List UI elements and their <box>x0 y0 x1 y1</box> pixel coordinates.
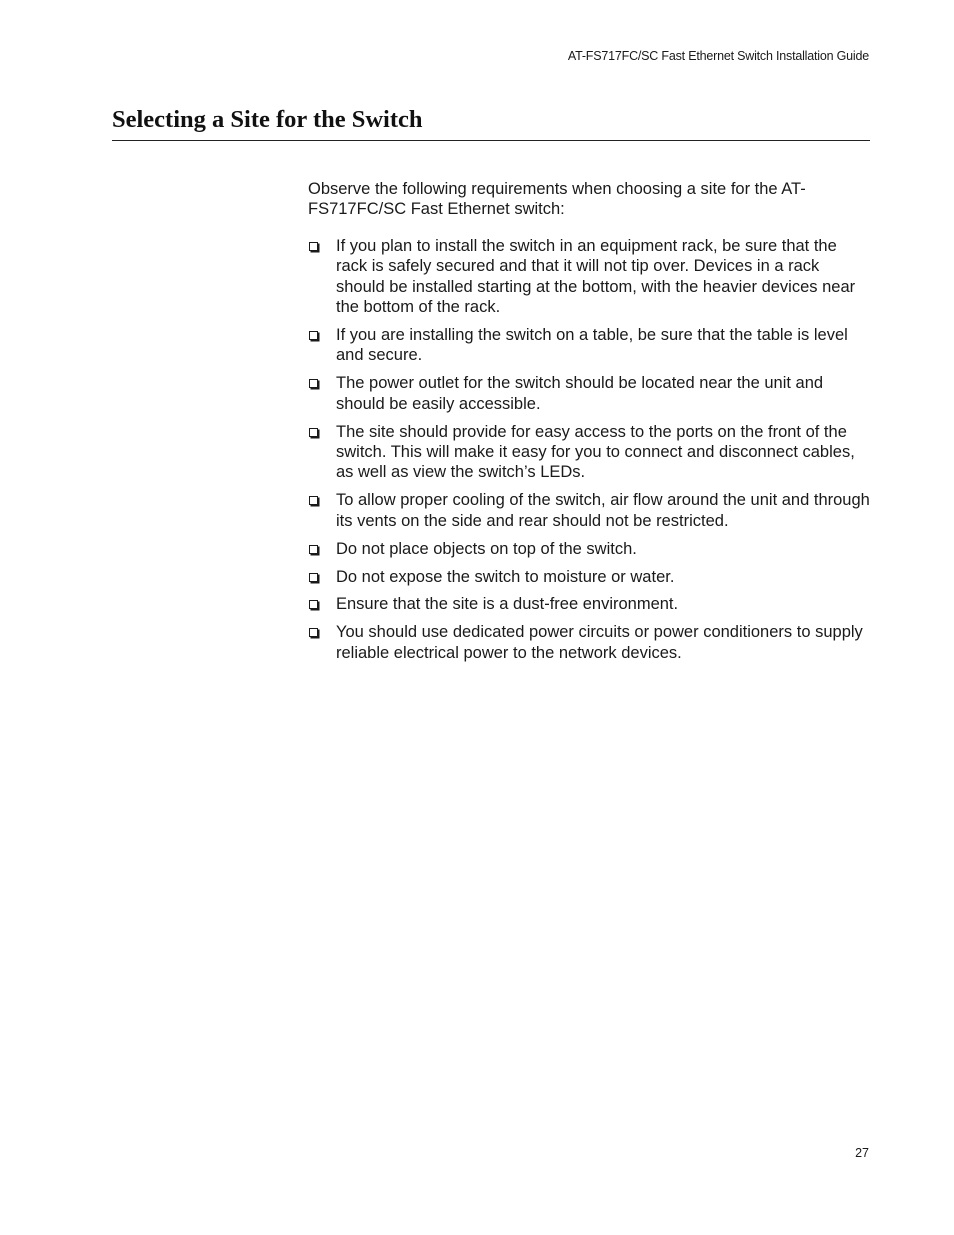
checkbox-bullet-icon <box>309 428 318 437</box>
checkbox-bullet-icon <box>309 600 318 609</box>
checkbox-bullet-icon <box>309 573 318 582</box>
section-body <box>308 179 870 671</box>
checkbox-bullet-icon <box>309 379 318 388</box>
list-item <box>308 422 870 483</box>
list-item-text: To allow proper cooling of the switch, air flow around the unit and through its vents on the side and rear should not be restricted. <box>336 491 870 530</box>
list-item <box>308 490 870 531</box>
list-item <box>308 236 870 318</box>
checkbox-bullet-icon <box>309 496 318 505</box>
checkbox-bullet-icon <box>309 545 318 554</box>
list-item <box>308 373 870 414</box>
running-header: AT-FS717FC/SC Fast Ethernet Switch Installation Guide <box>567 49 869 63</box>
list-item <box>308 567 870 587</box>
list-item <box>308 539 870 559</box>
requirements-list <box>308 236 870 663</box>
list-item-text: If you are installing the switch on a table, be sure that the table is level and secure. <box>336 325 848 365</box>
list-item <box>308 594 870 614</box>
list-item-text: The power outlet for the switch should be located near the unit and should be easily accessible. <box>336 374 824 413</box>
list-item-text: Do not place objects on top of the switch. <box>336 539 637 558</box>
list-item-text: You should use dedicated power circuits or power conditioners to supply reliable electrical power to the network devices. <box>336 623 863 662</box>
list-item-text: The site should provide for easy access to the ports on the front of the switch. This will make it easy for you to connect and disconnect cables, as well as view the switch’s LEDs. <box>336 422 855 482</box>
checkbox-bullet-icon <box>309 331 318 340</box>
list-item-text: If you plan to install the switch in an equipment rack, be sure that the rack is safely secured and that it will not tip over. Devices in a rack should be installed starting at the bottom, with the heavier devices near the bottom of the rack. <box>336 236 856 317</box>
list-item <box>308 622 870 663</box>
checkbox-bullet-icon <box>309 628 318 637</box>
list-item-text: Ensure that the site is a dust-free environment. <box>336 595 679 614</box>
checkbox-bullet-icon <box>309 242 318 251</box>
page-number: 27 <box>855 1146 869 1160</box>
intro-paragraph: Observe the following requirements when choosing a site for the AT-FS717FC/SC Fast Ethernet switch: <box>308 180 806 219</box>
list-item <box>308 325 870 366</box>
list-item-text: Do not expose the switch to moisture or water. <box>336 567 675 586</box>
title-rule <box>112 140 870 141</box>
section-title: Selecting a Site for the Switch <box>112 106 423 133</box>
